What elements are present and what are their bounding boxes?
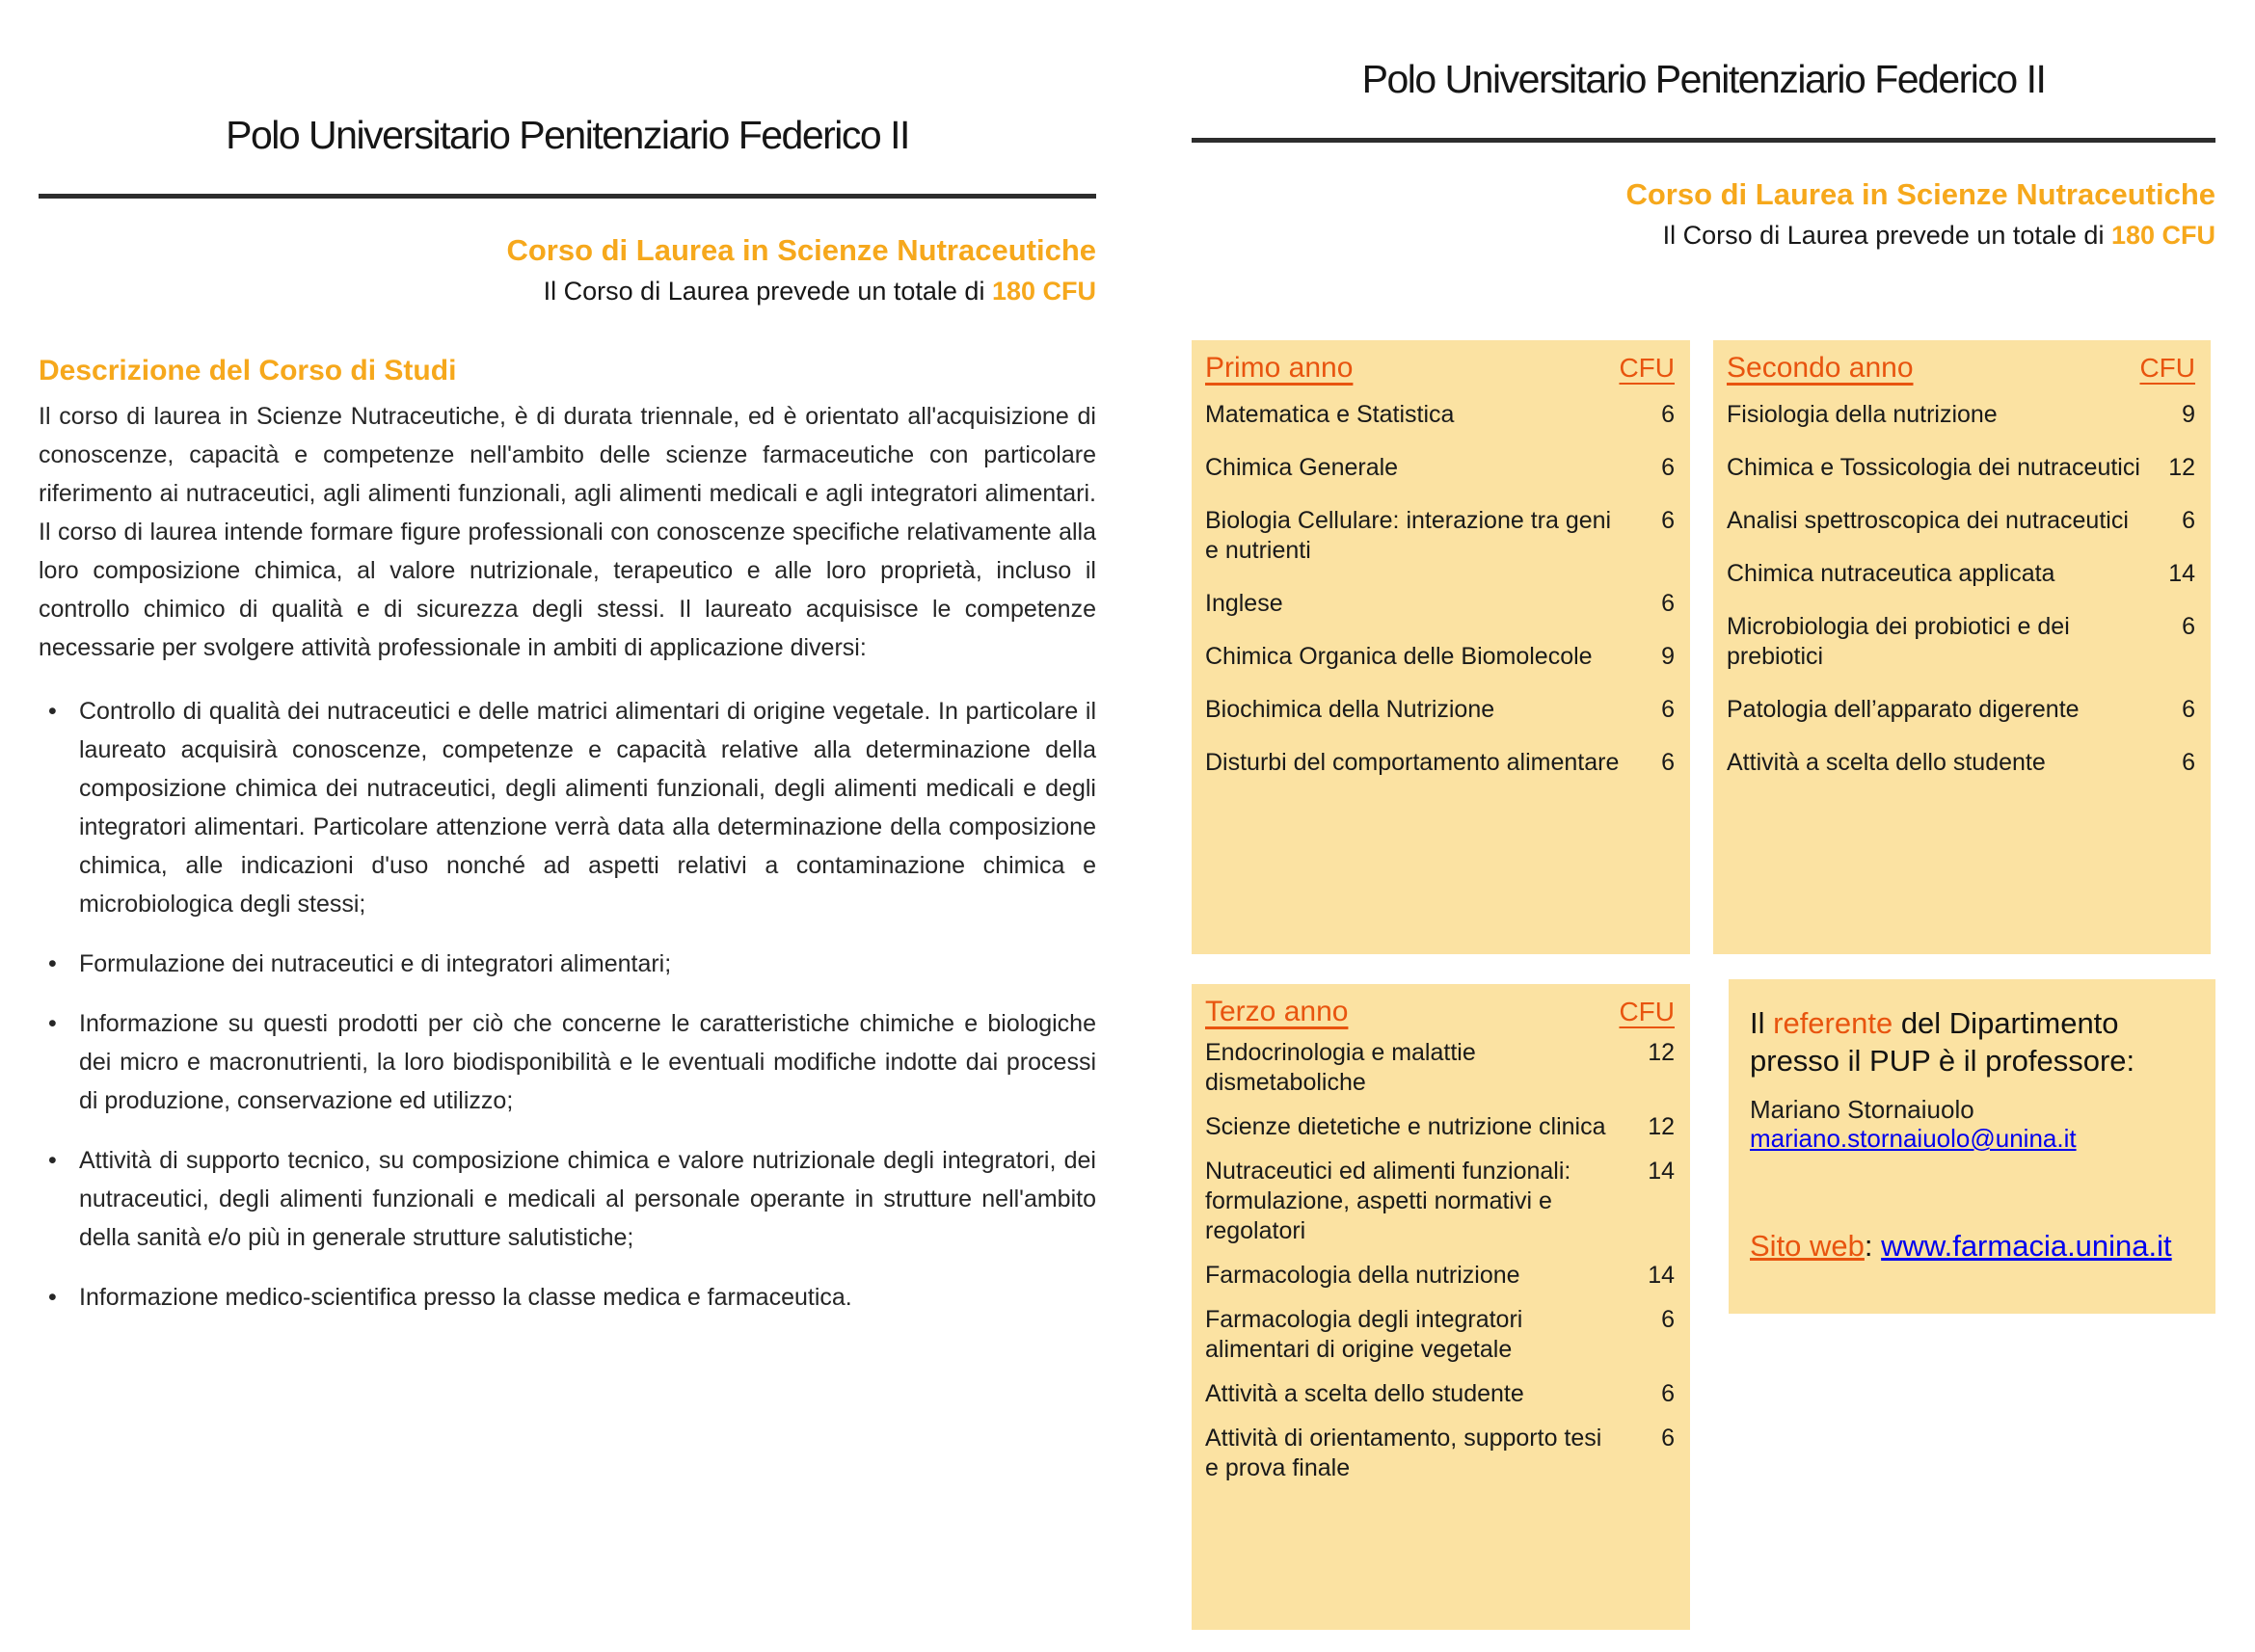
course-cfu: 9 [1661, 643, 1675, 670]
table-row [1727, 695, 2195, 725]
site-line [1750, 1228, 2196, 1265]
course-name: Attività di orientamento, supporto tesi e prova finale [1205, 1425, 1602, 1481]
description-bullet: • Attività di supporto tecnico, su composizione chimica e valore nutrizionale degli integratori, dei nutraceutici, degli alimenti funzionali e medicali al personale operante in strutture nell'ambito della sanità e/o più in generale strutture salutistiche; [39, 1141, 1096, 1257]
table-row [1205, 1112, 1675, 1142]
cfu-column-label: CFU [1619, 353, 1675, 383]
table-row [1727, 506, 2195, 536]
course-cfu: 14 [1648, 1262, 1675, 1289]
course-name: Microbiologia dei probiotici e dei prebiotici [1727, 613, 2070, 670]
page-title: Polo Universitario Penitenziario Federico II [226, 113, 909, 157]
course-cfu: 14 [2168, 560, 2195, 587]
table-title: Primo anno [1205, 352, 1354, 384]
course-name: Attività a scelta dello studente [1727, 749, 2046, 776]
referent-line [1750, 1004, 2196, 1079]
course-cfu: 6 [2182, 613, 2195, 640]
course-cfu: 6 [1661, 1380, 1675, 1407]
header-rule [1192, 138, 2215, 143]
course-cfu: 6 [1661, 401, 1675, 428]
course-cfu: 6 [1661, 1425, 1675, 1452]
table-row [1205, 748, 1675, 778]
course-subtitle-prefix: Il Corso di Laurea prevede un totale di [1662, 221, 2111, 250]
table-row [1205, 695, 1675, 725]
table-row [1727, 612, 2195, 672]
table-primo-anno [1192, 340, 1690, 954]
course-cfu: 6 [1661, 590, 1675, 617]
description-heading: Descrizione del Corso di Studi [39, 355, 457, 386]
page-right [1192, 56, 2215, 1652]
course-cfu: 6 [2182, 507, 2195, 534]
course-subtitle-prefix: Il Corso di Laurea prevede un totale di [543, 277, 992, 306]
table-header [1205, 996, 1675, 1028]
course-name: Biochimica della Nutrizione [1205, 696, 1495, 723]
header-rule [39, 194, 1096, 199]
course-name: Chimica nutraceutica applicata [1727, 560, 2055, 587]
course-name: Endocrinologia e malattie dismetaboliche [1205, 1039, 1476, 1096]
course-total-cfu: 180 CFU [991, 277, 1096, 306]
site-web-label-link[interactable]: Sito web [1750, 1229, 1865, 1263]
site-url-link[interactable]: www.farmacia.unina.it [1881, 1229, 2172, 1263]
table-row [1205, 453, 1675, 483]
table-title: Secondo anno [1727, 352, 1914, 384]
cfu-column-label: CFU [1619, 997, 1675, 1026]
table-row [1205, 1305, 1675, 1365]
description-bullet: • Informazione medico-scientifica presso la classe medica e farmaceutica. [39, 1278, 1096, 1317]
referent-line-pre: Il [1750, 1006, 1774, 1040]
table-row [1205, 1157, 1675, 1246]
course-total-cfu: 180 CFU [2110, 221, 2215, 250]
table-row [1205, 1379, 1675, 1409]
course-name: Nutraceutici ed alimenti funzionali: formulazione, aspetti normativi e regolatori [1205, 1158, 1571, 1244]
course-cfu: 6 [2182, 696, 2195, 723]
table-secondo-anno [1713, 340, 2211, 954]
table-row [1727, 453, 2195, 483]
page-left [39, 56, 1096, 1338]
course-cfu: 9 [2182, 401, 2195, 428]
course-name: Farmacologia della nutrizione [1205, 1262, 1520, 1289]
course-name: Matematica e Statistica [1205, 401, 1455, 428]
table-header [1727, 352, 2195, 385]
course-name: Analisi spettroscopica dei nutraceutici [1727, 507, 2129, 534]
course-cfu: 6 [1661, 507, 1675, 534]
course-name: Farmacologia degli integratori alimentari di origine vegetale [1205, 1306, 1523, 1363]
referent-name: Mariano Stornaiuolo [1750, 1095, 1974, 1124]
course-name: Chimica e Tossicologia dei nutraceutici [1727, 454, 2140, 481]
course-name: Attività a scelta dello studente [1205, 1380, 1524, 1407]
table-row [1205, 506, 1675, 566]
page-title: Polo Universitario Penitenziario Federico II [1361, 57, 2046, 101]
table-row [1205, 1424, 1675, 1483]
table-header [1205, 352, 1675, 385]
description-bullet: • Informazione su questi prodotti per ciò che concerne le caratteristiche chimiche e biologiche dei micro e macronutrienti, la loro biodisponibilità e le eventuali modifiche indotte dai processi di produzione, conservazione ed utilizzo; [39, 1004, 1096, 1120]
course-cfu: 14 [1648, 1158, 1675, 1185]
course-cfu: 6 [1661, 696, 1675, 723]
course-name: Chimica Generale [1205, 454, 1399, 481]
course-name: Disturbi del comportamento alimentare [1205, 749, 1620, 776]
course-subtitle [39, 277, 1096, 306]
table-terzo-anno [1192, 984, 1690, 1630]
course-name: Chimica Organica delle Biomolecole [1205, 643, 1593, 670]
table-row [1205, 1261, 1675, 1291]
course-cfu: 12 [1648, 1039, 1675, 1066]
table-row [1727, 748, 2195, 778]
table-row [1727, 559, 2195, 589]
course-name: Biologia Cellulare: interazione tra geni e nutrienti [1205, 507, 1612, 564]
table-row [1727, 400, 2195, 430]
course-cfu: 6 [1661, 749, 1675, 776]
description-bullet-list [39, 692, 1096, 1317]
course-name: Patologia dell’apparato digerente [1727, 696, 2080, 723]
course-cfu: 6 [1661, 454, 1675, 481]
referent-email-link[interactable]: mariano.stornaiuolo@unina.it [1750, 1124, 2077, 1153]
table-row [1205, 1038, 1675, 1098]
course-cfu: 12 [1648, 1113, 1675, 1140]
table-row [1205, 589, 1675, 619]
description-bullet: • Controllo di qualità dei nutraceutici e delle matrici alimentari di origine vegetale. In particolare il laureato acquisirà conoscenze, competenze e capacità relative alla determinazione della composizione chimica dei nutraceutici, degli alimenti funzionali, degli alimenti medicali e degli integratori alimentari. Particolare attenzione verrà data alla determinazione della composizione chimica, alle indicazioni d'uso nonché ad aspetti relativi a contaminazione chimica e microbiologica degli stessi; [39, 692, 1096, 923]
course-cfu: 6 [2182, 749, 2195, 776]
course-cfu: 12 [2168, 454, 2195, 481]
referent-highlight: referente [1773, 1006, 1893, 1040]
cfu-column-label: CFU [2139, 353, 2195, 383]
course-name: Scienze dietetiche e nutrizione clinica [1205, 1113, 1606, 1140]
description-intro: Il corso di laurea in Scienze Nutraceutiche, è di durata triennale, ed è orientato all'acquisizione di conoscenze, capacità e competenze nell'ambito delle scienze farmaceutiche con particolare riferimento ai nutraceutici, agli alimenti funzionali, agli alimenti medicali e agli integratori alimentari. Il corso di laurea intende formare figure professionali con conoscenze specifiche relativamente alla loro composizione chimica, al valore nutrizionale, terapeutico e alle loro proprietà, incluso il controllo chimico di qualità e di sicurezza degli stessi. Il laureato acquisisce le competenze necessarie per svolgere attività professionale in ambiti di applicazione diversi: [39, 403, 1096, 661]
table-row [1205, 642, 1675, 672]
referent-line-post: del Dipartimento presso il PUP è il professore: [1750, 1006, 2135, 1078]
table-title: Terzo anno [1205, 996, 1349, 1027]
course-title: Corso di Laurea in Scienze Nutraceutiche [506, 233, 1096, 267]
course-title: Corso di Laurea in Scienze Nutraceutiche [1625, 177, 2215, 211]
site-separator: : [1864, 1229, 1882, 1263]
course-name: Fisiologia della nutrizione [1727, 401, 1998, 428]
table-row [1205, 400, 1675, 430]
description-bullet: • Formulazione dei nutraceutici e di integratori alimentari; [39, 945, 1096, 983]
course-name: Inglese [1205, 590, 1283, 617]
referent-box [1729, 979, 2215, 1314]
course-cfu: 6 [1661, 1306, 1675, 1333]
course-subtitle [1192, 221, 2215, 251]
